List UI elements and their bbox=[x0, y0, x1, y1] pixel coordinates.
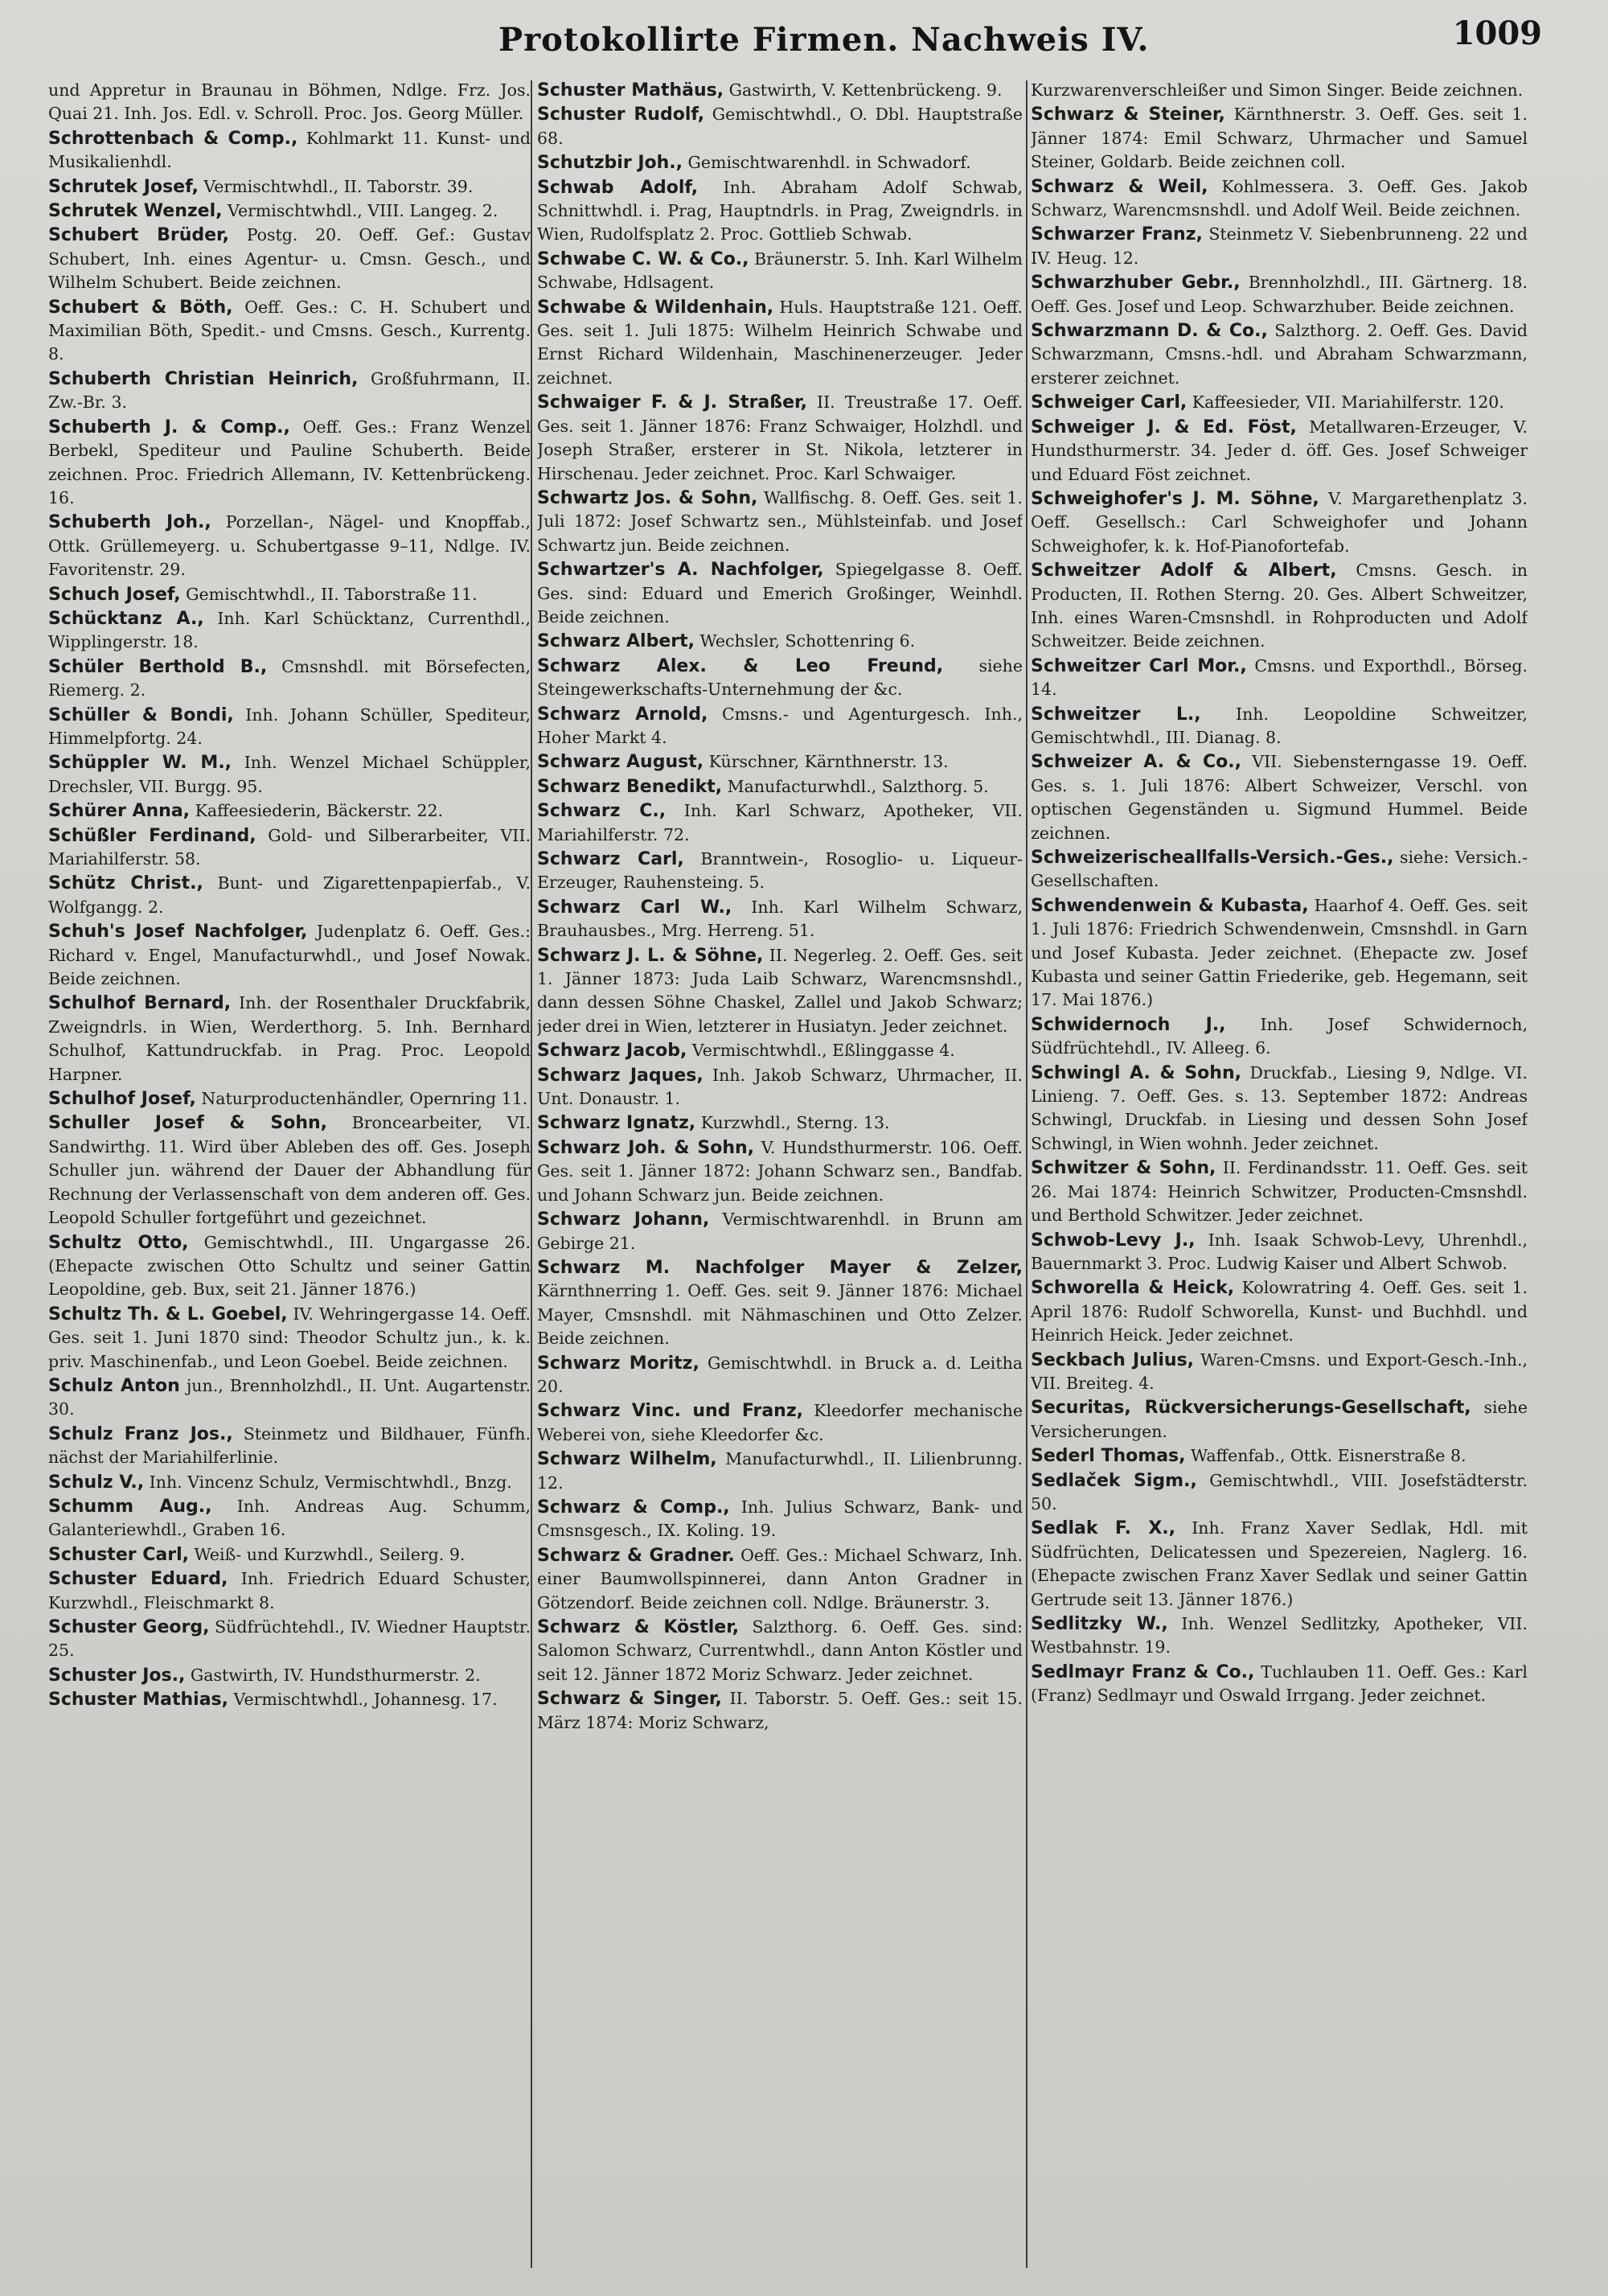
firm-details: V. Margarethenplatz 3. Oeff. Gesellsch.: Carl Schweighofer und Johann Schweighofer, k. k. Hof-Pianofortefab. bbox=[1031, 488, 1528, 556]
directory-entry bbox=[1031, 894, 1528, 1012]
firm-name: Schwarz Joh. & Sohn, bbox=[537, 1137, 755, 1158]
directory-entry bbox=[537, 1687, 1023, 1735]
firm-name: Schuster Mathäus, bbox=[537, 80, 724, 101]
directory-entry bbox=[48, 511, 531, 581]
firm-details: IV. Wehringergasse 14. Oeff. Ges. seit 1. Juni 1870 sind: Theodor Schultz jun., k. k. priv. Maschinenfab., und Leon Goebel. Beide zeichnen. bbox=[48, 1304, 531, 1371]
firm-details: Oeff. Ges.: Michael Schwarz, Inh. einer Baumwollspinnerei, dann Anton Gradner in Götzendorf. Beide zeichnen coll. Ndlge. Bräunerstr. 3. bbox=[537, 1545, 1023, 1612]
firm-details: Vermischtwhdl., II. Taborstr. 39. bbox=[203, 176, 474, 196]
directory-entry bbox=[48, 1664, 531, 1687]
firm-name: Schuster Carl, bbox=[48, 1544, 189, 1565]
firm-name: Sedlmayr Franz & Co., bbox=[1031, 1661, 1255, 1682]
directory-entry bbox=[1031, 79, 1528, 102]
firm-details: Salzthorg. 6. Oeff. Ges. sind: Salomon Schwarz, Currentwhdl., dann Anton Köstler und seit 12. Jänner 1872 Moriz Schwarz. Jeder zeichnet. bbox=[537, 1617, 1023, 1684]
firm-details: Inh. Karl Schwarz, Apotheker, VII. Mariahilferstr. 72. bbox=[537, 801, 1023, 844]
firm-name: Schweizer A. & Co., bbox=[1031, 752, 1242, 773]
firm-name: Securitas, Rückversicherungs-Gesellschaft, bbox=[1031, 1398, 1471, 1419]
firm-details: Cmsns.- und Agenturgesch. Inh., Hoher Markt 4. bbox=[537, 704, 1023, 747]
firm-name: Schwarz Carl W., bbox=[537, 897, 732, 918]
column-divider bbox=[1026, 80, 1028, 2268]
firm-details: Kurzwhdl., Sterng. 13. bbox=[700, 1113, 890, 1133]
firm-name: Schrutek Josef, bbox=[48, 176, 199, 197]
firm-name: Schweitzer Carl Mor., bbox=[1031, 655, 1247, 676]
firm-details: Großfuhrmann, II. Zw.-Br. 3. bbox=[48, 368, 531, 413]
directory-entry bbox=[537, 1352, 1023, 1399]
directory-entry bbox=[1031, 416, 1528, 487]
firm-name: Schwab Adolf, bbox=[537, 177, 699, 198]
directory-entry bbox=[48, 368, 531, 415]
firm-name: Schwarz Ignatz, bbox=[537, 1113, 696, 1134]
firm-name: Schwartzer's A. Nachfolger, bbox=[537, 560, 824, 581]
directory-entry bbox=[537, 630, 1023, 653]
firm-name: Schütz Christ., bbox=[48, 873, 203, 894]
firm-name: Sederl Thomas, bbox=[1031, 1446, 1186, 1467]
firm-details: Kohlmarkt 11. Kunst- und Musikalienhdl. bbox=[48, 128, 531, 172]
directory-entry bbox=[537, 1208, 1023, 1255]
firm-name: Schwingl A. & Sohn, bbox=[1031, 1062, 1241, 1083]
firm-name: Schwarz August, bbox=[537, 752, 704, 773]
firm-details: siehe: Versich.-Gesellschaften. bbox=[1031, 848, 1528, 891]
firm-name: Sedlak F. X., bbox=[1031, 1518, 1175, 1539]
directory-entry bbox=[48, 1087, 531, 1111]
firm-details: Druckfab., Liesing 9, Ndlge. VI. Linieng. 7. Oeff. Ges. s. 13. September 1872: Andreas Schwingl, Druckfab. in Liesing und dessen Sohn Josef Schwingl, in Wien wohnh. Jeder zeichnet. bbox=[1031, 1062, 1528, 1153]
firm-name: Sedlaček Sigm., bbox=[1031, 1470, 1197, 1491]
firm-name: Schuster Rudolf, bbox=[537, 105, 705, 125]
firm-details: Gemischtwhdl., II. Taborstraße 11. bbox=[186, 584, 478, 604]
directory-entry bbox=[1031, 391, 1528, 414]
firm-name: Schwarz Vinc. und Franz, bbox=[537, 1401, 803, 1422]
firm-details: Kärnthnerstr. 3. Oeff. Ges. seit 1. Jänner 1874: Emil Schwarz, Uhrmacher und Samuel Steiner, Goldarb. Beide zeichnen coll. bbox=[1031, 105, 1528, 172]
firm-name: Schuster Jos., bbox=[48, 1665, 186, 1686]
directory-entry bbox=[48, 296, 531, 367]
directory-entry bbox=[1031, 1156, 1528, 1227]
directory-entry bbox=[1031, 175, 1528, 223]
firm-name: Schwarz & Comp., bbox=[537, 1497, 730, 1518]
firm-details: Inh. Karl Schücktanz, Currenthdl., Wipplingerstr. 18. bbox=[48, 608, 531, 652]
column-left bbox=[48, 79, 531, 1713]
firm-name: Schuster Georg, bbox=[48, 1617, 210, 1637]
firm-name: Schulz Anton bbox=[48, 1375, 180, 1396]
firm-details: Gemischtwhdl., III. Ungargasse 26. (Ehepacte zwischen Otto Schultz und seiner Gattin Leopoldine, geb. Bux, seit 21. Jänner 1876.) bbox=[48, 1232, 531, 1300]
directory-entry bbox=[48, 416, 531, 511]
directory-entry bbox=[48, 1616, 531, 1663]
firm-details: Inh. Julius Schwarz, Bank- und Cmsnsgesch., IX. Koling. 19. bbox=[537, 1497, 1023, 1541]
firm-name: Schwabe C. W. & Co., bbox=[537, 248, 749, 269]
firm-details: II. Taborstr. 5. Oeff. Ges.: seit 15. März 1874: Moriz Schwarz, bbox=[537, 1689, 1023, 1732]
directory-entry bbox=[537, 799, 1023, 847]
firm-name: Schuberth Christian Heinrich, bbox=[48, 368, 359, 389]
firm-name: Schüler Berthold B., bbox=[48, 656, 268, 677]
directory-entry bbox=[1031, 655, 1528, 702]
directory-entry bbox=[1031, 703, 1528, 750]
firm-name: Schwarz & Singer, bbox=[537, 1689, 722, 1710]
firm-name: Schwarz Moritz, bbox=[537, 1353, 699, 1374]
page-title: Protokollirte Firmen. Nachweis IV. bbox=[498, 21, 1150, 59]
firm-details: Inh. Abraham Adolf Schwab, Schnittwhdl. i. Prag, Hauptndrls. in Prag, Zweigndrls. in Wien, Rudolfsplatz 2. Proc. Gottlieb Schwab. bbox=[537, 177, 1023, 244]
firm-details: Inh. der Rosenthaler Druckfabrik, Zweigndrls. in Wien, Werderthorg. 5. Inh. Bernhard Schulhof, Kattundruckfab. in Prag. Proc. Leopold Harpner. bbox=[48, 993, 531, 1084]
firm-details: VII. Siebensterngasse 19. Oeff. Ges. s. 1. Juli 1876: Albert Schweizer, Verschl. von optischen Gegenständen u. Sigmund Hummel. Beide zeichnen. bbox=[1031, 752, 1528, 843]
firm-name: Schuh's Josef Nachfolger, bbox=[48, 922, 308, 943]
firm-name: Schweiger J. & Ed. Föst, bbox=[1031, 417, 1297, 437]
firm-details: Vermischtwhdl., VIII. Langeg. 2. bbox=[228, 201, 498, 221]
firm-name: Schücktanz A., bbox=[48, 608, 204, 629]
directory-entry bbox=[537, 151, 1023, 175]
firm-name: Schwarz Albert, bbox=[537, 631, 695, 652]
directory-entry bbox=[1031, 271, 1528, 318]
firm-name: Schwob-Levy J., bbox=[1031, 1230, 1196, 1251]
directory-entry bbox=[48, 1111, 531, 1230]
firm-details: Haarhof 4. Oeff. Ges. seit 1. Juli 1876: Friedrich Schwendenwein, Cmsnshdl. in Garn und Josef Kubasta. Jeder zeichnet. (Ehepacte zw. Josef Kubasta und seiner Gattin Friederike, geb. Hegemann, seit 17. Mai 1876.) bbox=[1031, 895, 1528, 1010]
firm-details: Südfrüchtehdl., IV. Wiedner Hauptstr. 25. bbox=[48, 1617, 531, 1661]
firm-name: Schürer Anna, bbox=[48, 801, 191, 822]
firm-details: Brennholzhdl., III. Gärtnerg. 18. Oeff. Ges. Josef und Leop. Schwarzhuber. Beide zeichnen. bbox=[1031, 273, 1528, 316]
firm-name: Schweitzer L., bbox=[1031, 704, 1201, 725]
directory-entry bbox=[1031, 223, 1528, 270]
firm-name: Schultz Th. & L. Goebel, bbox=[48, 1304, 288, 1325]
firm-name: Seckbach Julius, bbox=[1031, 1349, 1195, 1370]
firm-name: Schworella & Heick, bbox=[1031, 1278, 1235, 1299]
directory-entry bbox=[48, 1495, 531, 1542]
column-right bbox=[1031, 79, 1528, 1709]
firm-details: Gastwirth, V. Kettenbrückeng. 9. bbox=[728, 80, 1003, 100]
firm-name: Schuster Mathias, bbox=[48, 1690, 229, 1711]
firm-details: Porzellan-, Nägel- und Knopffab., Ottk. Grüllemeyerg. u. Schubertgasse 9–11, Ndlge. IV. Favoritenstr. 29. bbox=[48, 512, 531, 580]
firm-name: Schwarz & Köstler, bbox=[537, 1617, 740, 1637]
directory-entry bbox=[48, 1303, 531, 1374]
firm-details: Inh. Leopoldine Schweitzer, Gemischtwhdl., III. Dianag. 8. bbox=[1031, 704, 1528, 747]
firm-details: Kürschner, Kärnthnerstr. 13. bbox=[708, 752, 949, 772]
directory-entry bbox=[1031, 1612, 1528, 1660]
directory-entry bbox=[537, 248, 1023, 295]
firm-name: Schwarz Jaques, bbox=[537, 1065, 704, 1086]
directory-entry bbox=[537, 296, 1023, 391]
firm-name: Schüller & Bondi, bbox=[48, 704, 234, 725]
firm-name: Schweitzer Adolf & Albert, bbox=[1031, 561, 1337, 581]
directory-entry bbox=[1031, 103, 1528, 174]
firm-name: Schwarz J. L. & Söhne, bbox=[537, 945, 764, 966]
directory-entry bbox=[537, 750, 1023, 774]
firm-name: Schwarzmann D. & Co., bbox=[1031, 321, 1268, 342]
firm-name: Schwarz Alex. & Leo Freund, bbox=[537, 655, 944, 676]
directory-entry bbox=[48, 1688, 531, 1711]
firm-details: Kaffeesiederin, Bäckerstr. 22. bbox=[195, 801, 444, 821]
directory-entry bbox=[537, 79, 1023, 102]
directory-entry bbox=[48, 799, 531, 823]
directory-entry bbox=[48, 607, 531, 655]
firm-name: Schwabe & Wildenhain, bbox=[537, 297, 774, 318]
directory-entry bbox=[48, 175, 531, 199]
firm-details: Inh. Josef Schwidernoch, Südfrüchtehdl., IV. Alleeg. 6. bbox=[1031, 1014, 1528, 1058]
firm-details: Inh. Wenzel Michael Schüppler, Drechsler, VII. Burgg. 95. bbox=[48, 753, 531, 796]
directory-entry bbox=[1031, 1396, 1528, 1444]
firm-name: Schwarzhuber Gebr., bbox=[1031, 273, 1241, 294]
firm-details: Kärnthnerring 1. Oeff. Ges. seit 9. Jänner 1876: Michael Mayer, Cmsnshdl. mit Nähmaschinen und Otto Zelzer. Beide zeichnen. bbox=[537, 1281, 1023, 1349]
firm-details: Inh. Jakob Schwarz, Uhrmacher, II. Unt. Donaustr. 1. bbox=[537, 1065, 1023, 1109]
directory-entry bbox=[1031, 1062, 1528, 1156]
firm-details: Kleedorfer mechanische Weberei von, siehe Kleedorfer &c. bbox=[537, 1401, 1023, 1444]
directory-entry bbox=[48, 1471, 531, 1494]
firm-name: Schwarz Arnold, bbox=[537, 704, 708, 725]
directory-entry bbox=[537, 1399, 1023, 1447]
directory-entry bbox=[1031, 750, 1528, 845]
directory-entry bbox=[48, 655, 531, 703]
firm-name: Schultz Otto, bbox=[48, 1232, 189, 1253]
firm-details: Inh. Karl Wilhelm Schwarz, Brauhausbes., Mrg. Herreng. 51. bbox=[537, 897, 1023, 941]
firm-details: Vermischtwhdl., Johannesg. 17. bbox=[233, 1690, 498, 1710]
directory-entry bbox=[537, 1064, 1023, 1111]
firm-name: Sedlitzky W., bbox=[1031, 1614, 1168, 1634]
firm-details: Oeff. Ges.: C. H. Schubert und Maximilian Böth, Spedit.- und Cmsns. Gesch., Kurrentg. 8. bbox=[48, 297, 531, 364]
firm-details: Tuchlauben 11. Oeff. Ges.: Karl (Franz) Sedlmayr und Oswald Irrgang. Jeder zeichnet. bbox=[1031, 1661, 1528, 1706]
firm-name: Schwarz M. Nachfolger Mayer & Zelzer, bbox=[537, 1257, 1023, 1278]
directory-entry bbox=[48, 1567, 531, 1615]
firm-details: Gemischtwarenhdl. in Schwadorf. bbox=[687, 153, 971, 173]
firm-details: Metallwaren-Erzeuger, V. Hundsthurmerstr. 34. Jeder d. öff. Ges. Josef Schweiger und Eduard Föst zeichnet. bbox=[1031, 417, 1528, 484]
directory-entry bbox=[48, 1231, 531, 1302]
firm-details: V. Hundsthurmerstr. 106. Oeff. Ges. seit 1. Jänner 1872: Johann Schwarz sen., Bandfab. und Johann Schwarz jun. Beide zeichnen. bbox=[537, 1137, 1023, 1205]
directory-entry bbox=[537, 176, 1023, 247]
firm-details: Wallfischg. 8. Oeff. Ges. seit 1. Juli 1872: Josef Schwartz sen., Mühlsteinfab. und Josef Schwartz jun. Beide zeichnen. bbox=[537, 487, 1023, 555]
firm-details: Manufacturwhdl., Salzthorg. 5. bbox=[727, 776, 989, 796]
firm-name: Schulz V., bbox=[48, 1472, 145, 1493]
firm-name: Schweiger Carl, bbox=[1031, 392, 1188, 413]
firm-name: Schwarz Carl, bbox=[537, 849, 684, 869]
firm-details: Inh. Vincenz Schulz, Vermischtwhdl., Bnzg. bbox=[149, 1472, 512, 1492]
directory-entry bbox=[48, 583, 531, 606]
firm-name: Schwitzer & Sohn, bbox=[1031, 1158, 1216, 1179]
firm-details: Steinmetz und Bildhauer, Fünfh. nächst der Mariahilferlinie. bbox=[48, 1423, 531, 1468]
directory-entry bbox=[48, 872, 531, 919]
directory-entry bbox=[1031, 319, 1528, 390]
firm-name: Schwarz & Weil, bbox=[1031, 176, 1208, 197]
firm-details: Bräunerstr. 5. Inh. Karl Wilhelm Schwabe, Hdlsagent. bbox=[537, 248, 1023, 293]
firm-details: Gemischtwhdl. in Bruck a. d. Leitha 20. bbox=[537, 1353, 1023, 1396]
firm-details: Inh. Friedrich Eduard Schuster, Kurzwhdl., Fleischmarkt 8. bbox=[48, 1569, 531, 1612]
firm-name: Schüßler Ferdinand, bbox=[48, 825, 256, 846]
firm-details: Spiegelgasse 8. Oeff. Ges. sind: Eduard und Emerich Großinger, Weinhdl. Beide zeichnen. bbox=[537, 560, 1023, 626]
directory-entry bbox=[537, 1136, 1023, 1207]
firm-name: Schwarz & Gradner. bbox=[537, 1545, 735, 1566]
firm-name: Schwartz Jos. & Sohn, bbox=[537, 487, 758, 508]
directory-entry bbox=[537, 775, 1023, 799]
directory-entry bbox=[537, 1616, 1023, 1686]
directory-entry bbox=[48, 704, 531, 751]
firm-details: Gemischtwhdl., VIII. Josefstädterstr. 50. bbox=[1031, 1470, 1528, 1514]
directory-entry bbox=[537, 1496, 1023, 1543]
firm-details: Judenplatz 6. Oeff. Ges.: Richard v. Engel, Manufacturwhdl., und Josef Nowak. Beide zeichnen. bbox=[48, 922, 531, 989]
page-number: 1009 bbox=[1452, 14, 1542, 52]
firm-name: Schrottenbach & Comp., bbox=[48, 128, 298, 149]
firm-name: Schwarzer Franz, bbox=[1031, 224, 1203, 245]
directory-entry bbox=[1031, 1276, 1528, 1347]
firm-details: Cmsns. Gesch. in Producten, II. Rothen Sterng. 20. Ges. Albert Schweitzer, Inh. eines Waren-Cmsnshdl. in Rohproducten und Adolf Schweitzer. Beide zeichnen. bbox=[1031, 561, 1528, 651]
directory-entry bbox=[537, 655, 1023, 702]
firm-details: Gemischtwhdl., O. Dbl. Hauptstraße 68. bbox=[537, 105, 1023, 148]
firm-details: Oeff. Ges.: Franz Wenzel Berbekl, Spediteur und Pauline Schuberth. Beide zeichnen. Proc. Friedrich Allemann, IV. Kettenbrückeng. 16. bbox=[48, 417, 531, 507]
firm-name: Schulhof Josef, bbox=[48, 1089, 196, 1110]
directory-entry bbox=[537, 848, 1023, 895]
firm-name: Schumm Aug., bbox=[48, 1496, 212, 1517]
firm-details: Cmsnshdl. mit Börsefecten, Riemerg. 2. bbox=[48, 656, 531, 700]
directory-entry bbox=[1031, 1661, 1528, 1708]
firm-details: Kohlmessera. 3. Oeff. Ges. Jakob Schwarz, Warencmsnshdl. und Adolf Weil. Beide zeichnen. bbox=[1031, 176, 1528, 220]
firm-details: Inh. Isaak Schwob-Levy, Uhrenhdl., Bauernmarkt 3. Proc. Ludwig Kaiser und Albert Schwob. bbox=[1031, 1230, 1528, 1273]
directory-entry bbox=[1031, 1444, 1528, 1468]
firm-name: Schwendenwein & Kubasta, bbox=[1031, 895, 1309, 916]
directory-entry bbox=[48, 920, 531, 991]
directory-entry bbox=[48, 79, 531, 126]
firm-details: Gold- und Silberarbeiter, VII. Mariahilferstr. 58. bbox=[48, 825, 531, 869]
firm-details: Cmsns. und Exporthdl., Börseg. 14. bbox=[1031, 655, 1528, 700]
directory-entry bbox=[48, 224, 531, 294]
firm-details: Postg. 20. Oeff. Gef.: Gustav Schubert, Inh. eines Agentur- u. Cmsn. Gesch., und Wilhelm Schubert. Beide zeichnen. bbox=[48, 225, 531, 293]
directory-entry bbox=[537, 944, 1023, 1039]
directory-entry bbox=[1031, 1517, 1528, 1612]
firm-details: Kolowratring 4. Oeff. Ges. seit 1. April 1876: Rudolf Schworella, Kunst- und Buchhdl. und Heinrich Heick. Jeder zeichnet. bbox=[1031, 1278, 1528, 1345]
firm-details: Branntwein-, Rosoglio- u. Liqueur-Erzeuger, Rauhensteing. 5. bbox=[537, 849, 1023, 893]
directory-entry bbox=[1031, 1013, 1528, 1061]
firm-name: Schwarz Benedikt, bbox=[537, 776, 723, 797]
firm-name: Schubert & Böth, bbox=[48, 297, 233, 318]
firm-name: Schrutek Wenzel, bbox=[48, 201, 223, 222]
firm-details: Inh. Johann Schüller, Spediteur, Himmelpfortg. 24. bbox=[48, 704, 531, 748]
firm-name: Schwarz Wilhelm, bbox=[537, 1449, 717, 1470]
column-middle bbox=[537, 79, 1023, 1735]
firm-details: Kurzwarenverschleißer und Simon Singer. Beide zeichnen. bbox=[1031, 80, 1524, 100]
directory-entry bbox=[537, 103, 1023, 150]
directory-entry bbox=[537, 558, 1023, 629]
firm-details: jun., Brennholzhdl., II. Unt. Augartenstr. 30. bbox=[48, 1375, 531, 1419]
directory-entry bbox=[537, 703, 1023, 750]
firm-name: Schweighofer's J. M. Söhne, bbox=[1031, 488, 1319, 509]
directory-entry bbox=[1031, 1349, 1528, 1396]
firm-name: Schutzbir Joh., bbox=[537, 153, 683, 174]
firm-name: Schuberth Joh., bbox=[48, 512, 211, 533]
firm-details: Inh. Andreas Aug. Schumm, Galanteriewhdl., Graben 16. bbox=[48, 1496, 531, 1540]
firm-name: Schwidernoch J., bbox=[1031, 1014, 1226, 1035]
firm-details: Wechsler, Schottenring 6. bbox=[699, 631, 916, 651]
directory-entry bbox=[537, 1448, 1023, 1495]
firm-details: II. Ferdinandsstr. 11. Oeff. Ges. seit 26. Mai 1874: Heinrich Schwitzer, Producten-Cmsnshdl. und Berthold Schwitzer. Jeder zeichnet. bbox=[1031, 1158, 1528, 1226]
firm-details: Vermischtwarenhdl. in Brunn am Gebirge 21. bbox=[537, 1210, 1023, 1253]
firm-details: Kaffeesieder, VII. Mariahilferstr. 120. bbox=[1192, 392, 1504, 413]
firm-name: Schwaiger F. & J. Straßer, bbox=[537, 392, 807, 413]
directory-entry bbox=[537, 896, 1023, 943]
directory-entry bbox=[1031, 1469, 1528, 1517]
firm-name: Schuberth J. & Comp., bbox=[48, 417, 290, 437]
firm-details: Manufacturwhdl., II. Lilienbrunng. 12. bbox=[537, 1449, 1023, 1493]
directory-entry bbox=[48, 824, 531, 872]
directory-entry bbox=[1031, 559, 1528, 654]
firm-details: und Appretur in Braunau in Böhmen, Ndlge. Frz. Jos. Quai 21. Inh. Jos. Edl. v. Schroll. Proc. Jos. Georg Müller. bbox=[48, 80, 531, 124]
firm-details: siehe Steingewerkschafts-Unternehmung der &c. bbox=[537, 655, 1023, 700]
column-divider bbox=[531, 80, 532, 2268]
firm-name: Schubert Brüder, bbox=[48, 225, 230, 246]
firm-name: Schwarz Johann, bbox=[537, 1210, 710, 1230]
directory-entry bbox=[537, 1039, 1023, 1062]
firm-details: Waren-Cmsns. und Export-Gesch.-Inh., VII. Breiteg. 4. bbox=[1031, 1349, 1528, 1393]
firm-name: Schüppler W. M., bbox=[48, 753, 232, 774]
directory-entry bbox=[48, 1374, 531, 1422]
directory-entry bbox=[537, 487, 1023, 557]
firm-name: Schuch Josef, bbox=[48, 584, 181, 605]
firm-name: Schwarz C., bbox=[537, 801, 667, 822]
directory-entry bbox=[1031, 1229, 1528, 1276]
directory-entry bbox=[1031, 487, 1528, 558]
firm-details: Naturproductenhändler, Opernring 11. bbox=[201, 1089, 528, 1109]
firm-details: Vermischtwhdl., Eßlinggasse 4. bbox=[691, 1041, 955, 1061]
firm-name: Schuller Josef & Sohn, bbox=[48, 1113, 328, 1134]
firm-name: Schuster Eduard, bbox=[48, 1569, 228, 1590]
firm-details: II. Negerleg. 2. Oeff. Ges. seit 1. Jänner 1873: Juda Laib Schwarz, Warencmsnshdl., dann dessen Söhne Chaskel, Zallel und Jakob Schwarz; jeder drei in Wien, letzterer in Husiatyn. Jeder zeichnet. bbox=[537, 945, 1023, 1036]
firm-name: Schulhof Bernard, bbox=[48, 993, 232, 1014]
firm-details: Salzthorg. 2. Oeff. Ges. David Schwarzmann, Cmsns.-hdl. und Abraham Schwarzmann, ersterer zeichnet. bbox=[1031, 321, 1528, 388]
directory-entry bbox=[537, 1544, 1023, 1615]
firm-name: Schweizerischeallfalls-Versich.-Ges., bbox=[1031, 848, 1394, 868]
directory-entry bbox=[537, 391, 1023, 486]
directory-entry bbox=[48, 1543, 531, 1567]
firm-name: Schwarz & Steiner, bbox=[1031, 105, 1225, 125]
firm-details: II. Treustraße 17. Oeff. Ges. seit 1. Jänner 1876: Franz Schwaiger, Holzhdl. und Joseph Straßer, ersterer in St. Nikola, letzterer in Hirschenau. Jeder zeichnet. Proc. Karl Schwaiger. bbox=[537, 392, 1023, 483]
directory-entry bbox=[48, 751, 531, 799]
firm-details: Steinmetz V. Siebenbrunneng. 22 und IV. Heug. 12. bbox=[1031, 224, 1528, 268]
firm-details: Huls. Hauptstraße 121. Oeff. Ges. seit 1. Juli 1875: Wilhelm Heinrich Schwabe und Ernst Richard Wildenhain, Maschinenerzeuger. Jeder zeichnet. bbox=[537, 297, 1023, 388]
directory-entry bbox=[48, 199, 531, 223]
firm-details: Broncearbeiter, VI. Sandwirthg. 11. Wird über Ableben des off. Ges. Joseph Schuller jun. während der Dauer der Abhandlung für Rechnung der Verlassenschaft von dem anderen off. Ges. Leopold Schuller fortgeführt und gezeichnet. bbox=[48, 1113, 531, 1228]
directory-entry bbox=[1031, 846, 1528, 893]
firm-details: siehe Versicherungen. bbox=[1031, 1398, 1528, 1441]
firm-details: Gastwirth, IV. Hundsthurmerstr. 2. bbox=[190, 1665, 481, 1685]
page-header bbox=[0, 0, 1608, 72]
firm-details: Waffenfab., Ottk. Eisnerstraße 8. bbox=[1191, 1446, 1466, 1466]
directory-entry bbox=[48, 1423, 531, 1470]
firm-name: Schulz Franz Jos., bbox=[48, 1423, 233, 1444]
firm-details: Weiß- und Kurzwhdl., Seilerg. 9. bbox=[194, 1544, 466, 1564]
directory-entry bbox=[537, 1111, 1023, 1135]
firm-details: Inh. Wenzel Sedlitzky, Apotheker, VII. Westbahnstr. 19. bbox=[1031, 1614, 1528, 1657]
firm-details: Bunt- und Zigarettenpapierfab., V. Wolfgangg. 2. bbox=[48, 873, 531, 917]
directory-entry bbox=[48, 992, 531, 1086]
firm-details: Inh. Franz Xaver Sedlak, Hdl. mit Südfrüchten, Delicatessen und Spezereien, Naglerg. 16. (Ehepacte zwischen Franz Xaver Sedlak und seiner Gattin Gertrude seit 13. Jänner 1876.) bbox=[1031, 1518, 1528, 1609]
firm-name: Schwarz Jacob, bbox=[537, 1041, 687, 1062]
directory-entry bbox=[48, 127, 531, 175]
directory-entry bbox=[537, 1256, 1023, 1351]
